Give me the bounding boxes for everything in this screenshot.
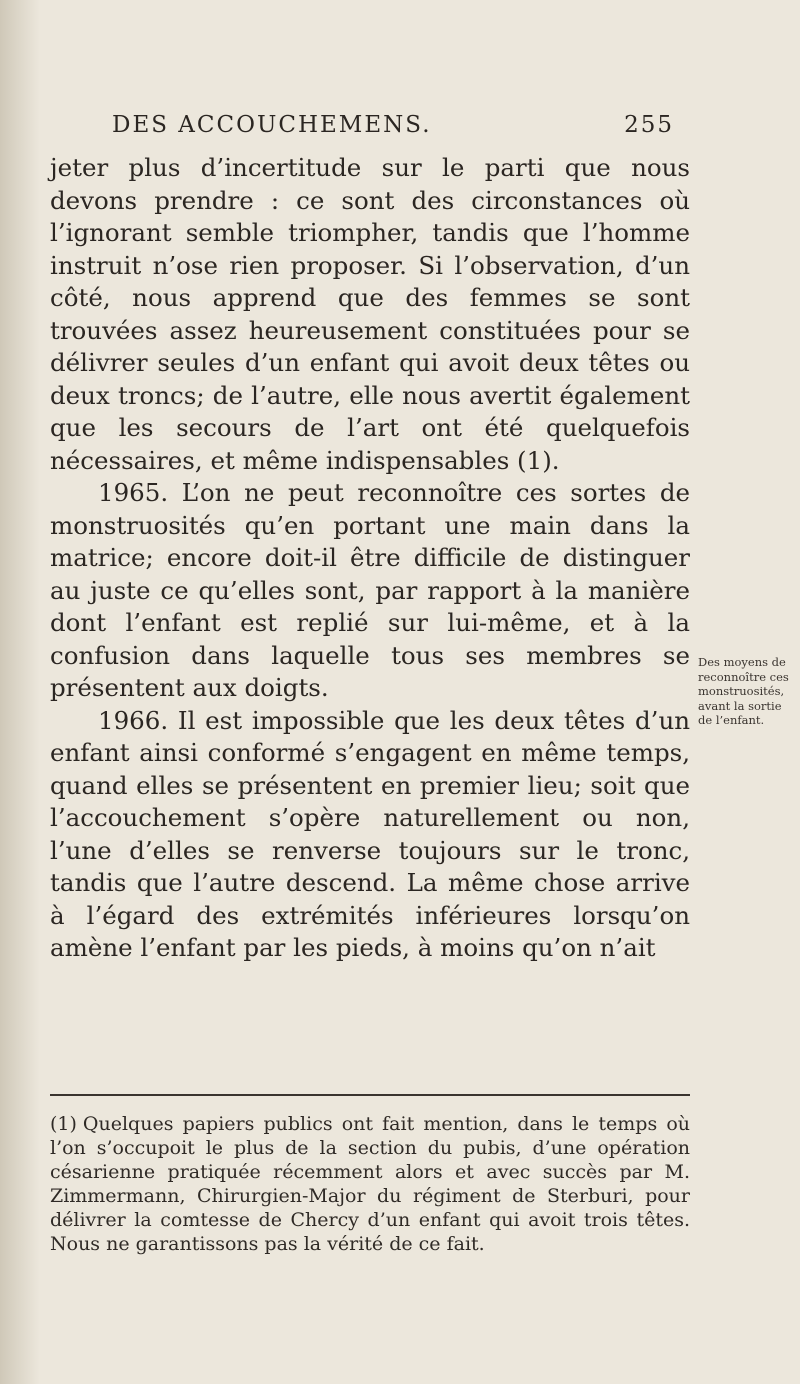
footnote-text: Quelques papiers publics ont fait mention, dans le temps où l’on s’occupoit le plus de la section du pubis, d’une opération césarienne pratiquée récemment alors et avec succès par M. Zimmermann, Chirurgien-Major du régiment de Sterburi, pour délivrer la comtesse de Chercy d’un enfant qui avoit trois têtes. Nous ne garantissons pas la vérité de ce fait. bbox=[50, 1113, 690, 1255]
paragraph-1966: 1966. Il est impossible que les deux têtes d’un enfant ainsi conformé s’engagent en même temps, quand elles se présentent en premier lieu; soit que l’accouchement s’opère naturellement ou non, l’une d’elles se renverse toujours sur le tronc, tandis que l’autre descend. La même chose arrive à l’égard des extrémités inférieures lorsqu’on amène l’enfant par les pieds, à moins qu’on n’ait bbox=[50, 705, 690, 962]
paragraph-1965: 1965. L’on ne peut reconnoître ces sortes de monstruosités qu’en portant une main dans la matrice; encore doit-il être difficile de distinguer au juste ce qu’elles sont, par rapport à la manière dont l’enfant est replié sur lui-même, et à la confusion dans laquelle tous ses membres se présentent aux doigts. bbox=[50, 478, 690, 702]
running-head-title: DES ACCOUCHEMENS. bbox=[112, 112, 432, 138]
marginal-note: Des moyens de reconnoître ces monstruosités, avant la sortie de l’enfant. bbox=[698, 655, 789, 727]
page-edge-shadow bbox=[0, 0, 40, 1384]
footnote bbox=[50, 1112, 690, 1256]
main-text bbox=[50, 152, 690, 965]
footnote-mark: (1) bbox=[50, 1113, 77, 1135]
page-number: 255 bbox=[624, 112, 674, 138]
footnote-divider bbox=[50, 1094, 690, 1096]
paragraph-continued: jeter plus d’incertitude sur le parti que nous devons prendre : ce sont des circonstances où l’ignorant semble triompher, tandis que l’homme instruit n’ose rien proposer. Si l’observation, d’un côté, nous apprend que des femmes se sont trouvées assez heureusement constituées pour se délivrer seules d’un enfant qui avoit deux têtes ou deux troncs; de l’autre, elle nous avertit également que les secours de l’art ont été quelquefois nécessaires, et même indispensables (1). bbox=[50, 153, 690, 475]
